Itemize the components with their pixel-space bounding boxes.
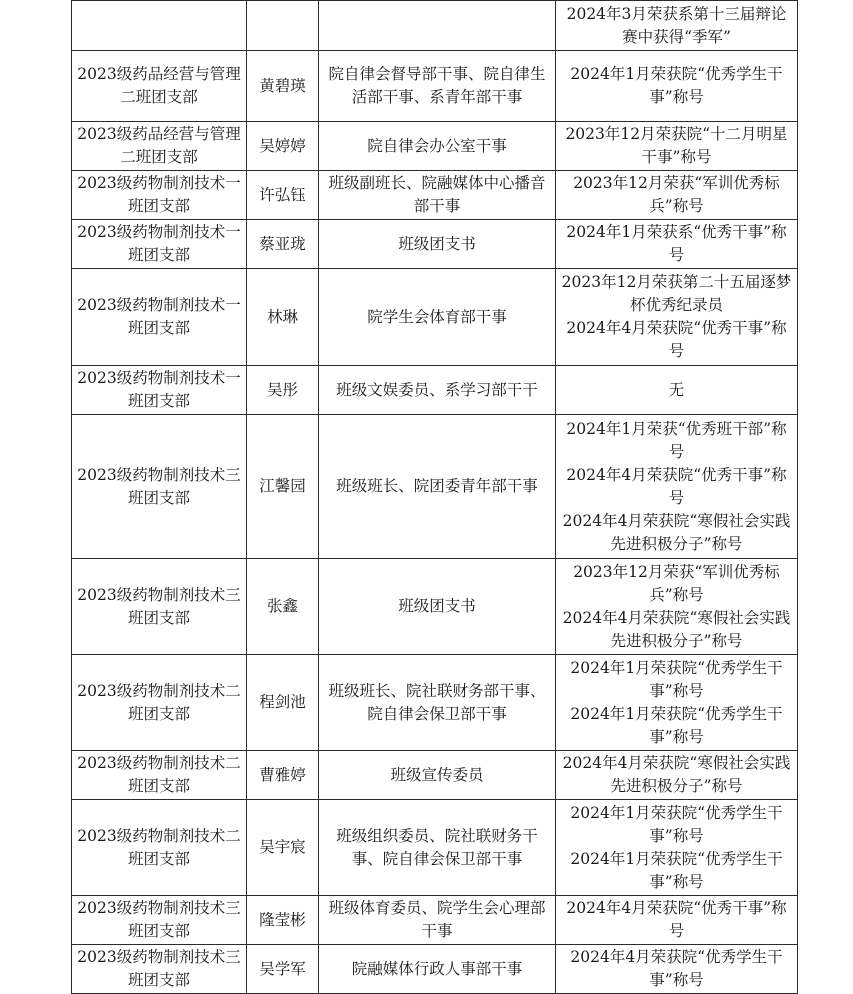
position-cell: 院学生会体育部干事 xyxy=(319,269,556,366)
award-entry: 2024年1月荣获院“优秀学生干事”称号 xyxy=(570,803,783,845)
position-cell: 班级文娱委员、系学习部干干 xyxy=(319,366,556,415)
student-name-cell: 许弘钰 xyxy=(247,171,319,220)
roster-body xyxy=(72,1,798,994)
student-name-cell: 吴彤 xyxy=(247,366,319,415)
student-name-cell: 曹雅婷 xyxy=(247,751,319,800)
student-name-cell: 蔡亚珑 xyxy=(247,220,319,269)
award-cell xyxy=(556,655,798,751)
student-name-cell: 林琳 xyxy=(247,269,319,366)
student-name-cell: 程剑池 xyxy=(247,655,319,751)
table-row xyxy=(72,751,798,800)
branch-cell: 2023级药物制剂技术一班团支部 xyxy=(72,269,247,366)
award-cell xyxy=(556,220,798,269)
branch-cell: 2023级药物制剂技术三班团支部 xyxy=(72,415,247,559)
award-cell xyxy=(556,171,798,220)
branch-cell: 2023级药物制剂技术三班团支部 xyxy=(72,559,247,655)
student-name-cell: 张鑫 xyxy=(247,559,319,655)
award-entry: 2024年3月荣获系第十三届辩论赛中获得“季军” xyxy=(566,4,787,46)
position-cell: 院融媒体行政人事部干事 xyxy=(319,945,556,994)
branch-cell: 2023级药品经营与管理二班团支部 xyxy=(72,122,247,171)
position-cell: 班级组织委员、院社联财务干事、院自律会保卫部干事 xyxy=(319,800,556,896)
student-name-cell: 吴宇宸 xyxy=(247,800,319,896)
position-cell: 班级班长、院社联财务部干事、院自律会保卫部干事 xyxy=(319,655,556,751)
table-row xyxy=(72,655,798,751)
position-cell: 院自律会办公室干事 xyxy=(319,122,556,171)
student-name-cell xyxy=(247,1,319,51)
student-name-cell: 吴学军 xyxy=(247,945,319,994)
branch-cell: 2023级药物制剂技术二班团支部 xyxy=(72,800,247,896)
award-entry: 2023年12月荣获“军训优秀标兵”称号 xyxy=(573,562,780,604)
table-row xyxy=(72,800,798,896)
award-cell xyxy=(556,269,798,366)
award-cell xyxy=(556,751,798,800)
award-entry: 2024年4月荣获院“寒假社会实践先进积极分子”称号 xyxy=(562,511,791,553)
table-row xyxy=(72,220,798,269)
position-cell: 班级团支书 xyxy=(319,220,556,269)
table-row xyxy=(72,51,798,122)
award-entry: 2024年1月荣获“优秀班干部”称号 xyxy=(566,419,787,461)
award-entry: 2024年4月荣获院“寒假社会实践先进积极分子”称号 xyxy=(562,608,791,650)
branch-cell: 2023级药物制剂技术一班团支部 xyxy=(72,220,247,269)
position-cell: 班级班长、院团委青年部干事 xyxy=(319,415,556,559)
award-cell xyxy=(556,51,798,122)
award-entry: 2024年4月荣获院“优秀学生干事”称号 xyxy=(570,948,783,989)
table-row xyxy=(72,269,798,366)
award-entry: 无 xyxy=(668,380,685,399)
award-entry: 2024年1月荣获系“优秀干事”称号 xyxy=(566,223,787,264)
branch-cell: 2023级药物制剂技术二班团支部 xyxy=(72,655,247,751)
table-row xyxy=(72,1,798,51)
award-cell xyxy=(556,896,798,945)
table-row xyxy=(72,415,798,559)
award-entry: 2024年1月荣获院“优秀学生干事”称号 xyxy=(570,65,783,106)
position-cell xyxy=(319,1,556,51)
branch-cell: 2023级药品经营与管理二班团支部 xyxy=(72,51,247,122)
student-name-cell: 隆莹彬 xyxy=(247,896,319,945)
branch-cell: 2023级药物制剂技术二班团支部 xyxy=(72,751,247,800)
table-row xyxy=(72,366,798,415)
table-row xyxy=(72,171,798,220)
student-name-cell: 吴婷婷 xyxy=(247,122,319,171)
award-cell xyxy=(556,122,798,171)
award-cell xyxy=(556,945,798,994)
award-entry: 2024年1月荣获院“优秀学生干事”称号 xyxy=(570,704,783,746)
position-cell: 班级团支书 xyxy=(319,559,556,655)
award-cell xyxy=(556,1,798,51)
position-cell: 班级体育委员、院学生会心理部干事 xyxy=(319,896,556,945)
award-entry: 2023年12月荣获院“十二月明星干事”称号 xyxy=(565,125,788,166)
award-entry: 2024年1月荣获院“优秀学生干事”称号 xyxy=(570,849,783,891)
branch-cell: 2023级药物制剂技术一班团支部 xyxy=(72,171,247,220)
branch-cell xyxy=(72,1,247,51)
branch-cell: 2023级药物制剂技术一班团支部 xyxy=(72,366,247,415)
award-entry: 2024年4月荣获院“优秀干事”称号 xyxy=(566,319,787,360)
position-cell: 班级宣传委员 xyxy=(319,751,556,800)
student-name-cell: 江馨园 xyxy=(247,415,319,559)
award-entry: 2024年4月荣获院“优秀干事”称号 xyxy=(566,465,787,507)
table-row xyxy=(72,122,798,171)
award-cell xyxy=(556,800,798,896)
award-entry: 2024年4月荣获院“优秀干事”称号 xyxy=(566,899,787,940)
award-entry: 2024年1月荣获院“优秀学生干事”称号 xyxy=(570,658,783,700)
award-roster-table xyxy=(71,0,798,994)
branch-cell: 2023级药物制剂技术三班团支部 xyxy=(72,945,247,994)
position-cell: 院自律会督导部干事、院自律生活部干事、系青年部干事 xyxy=(319,51,556,122)
student-name-cell: 黄碧瑛 xyxy=(247,51,319,122)
award-cell xyxy=(556,559,798,655)
position-cell: 班级副班长、院融媒体中心播音部干事 xyxy=(319,171,556,220)
award-cell xyxy=(556,366,798,415)
branch-cell: 2023级药物制剂技术三班团支部 xyxy=(72,896,247,945)
table-row xyxy=(72,559,798,655)
award-entry: 2024年4月荣获院“寒假社会实践先进积极分子”称号 xyxy=(562,754,791,795)
award-cell xyxy=(556,415,798,559)
award-entry: 2023年12月荣获第二十五届逐梦杯优秀纪录员 xyxy=(561,273,792,314)
table-row xyxy=(72,945,798,994)
table-row xyxy=(72,896,798,945)
award-entry: 2023年12月荣获“军训优秀标兵”称号 xyxy=(573,174,780,215)
